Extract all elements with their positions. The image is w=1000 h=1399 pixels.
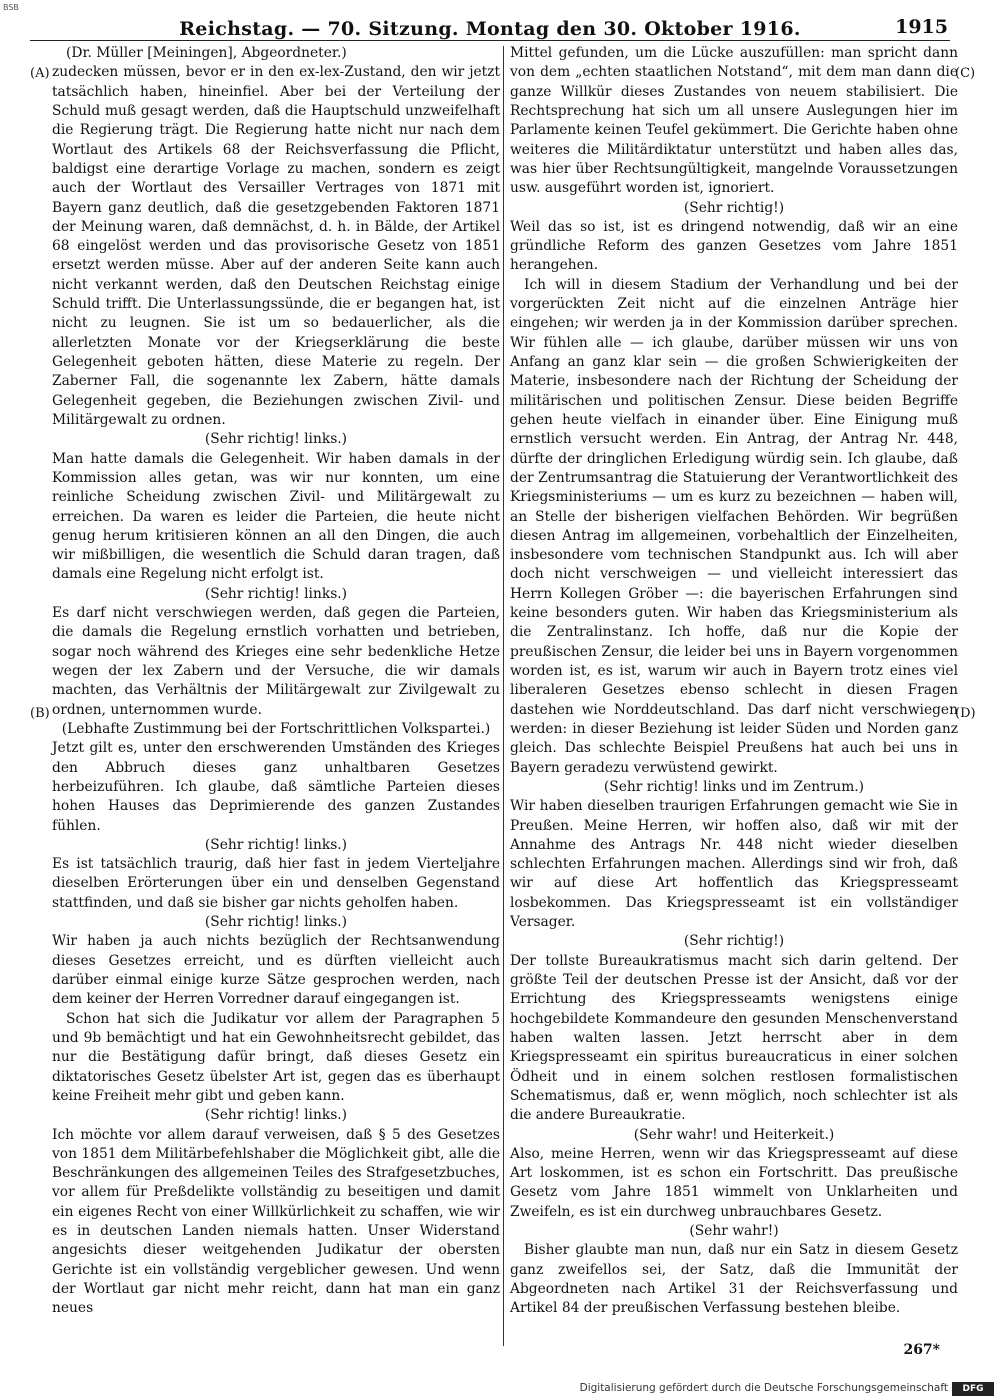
interjection: (Sehr richtig! links.) xyxy=(204,431,348,448)
margin-marker-d: (D) xyxy=(955,706,976,721)
speaker-note: (Dr. Müller [Meiningen], Abgeordneter.) xyxy=(66,45,347,61)
sheet-number: 267* xyxy=(903,1342,940,1358)
running-title: Reichstag. — 70. Sitzung. Montag den 30. Oktober 1916. xyxy=(179,18,801,40)
paragraph: Der tollste Bureaukratismus macht sich darin geltend. Der größte Teil der deutschen Presse ist der Ansicht, daß vor der Errichtung des Kriegspresseamts wenigstens einige hochgebildete Kommandeure den gesunden Menschenverstand haben walten lassen. Jetzt herrscht aber in dem Kriegspresseamt ein spiritus bureaucraticus in einer solchen Ödheit und in einem solchen restlosen formalistischen Schematismus, daß er, wenn möglich, noch schlechter ist als die andere Bureaukratie. xyxy=(510,952,958,1124)
paragraph: Weil das so ist, ist es dringend notwendig, daß wir an eine gründliche Reform des ganzen Gesetzes vom Jahre 1851 herangehen. xyxy=(510,218,958,274)
paragraph: Schon hat sich die Judikatur vor allem der Paragraphen 5 und 9b bemächtigt und hat ein Gewohnheitsrecht gebildet, das nur die Bestätigung dafür bringt, daß dieses Gesetz ein diktatorisches Gesetz übelster Art ist, gegen das es überhaupt keine Freiheit mehr gibt und geben kann. xyxy=(52,1010,500,1104)
left-column xyxy=(52,44,500,1319)
paragraph: Wir haben ja auch nichts bezüglich der Rechtsanwendung dieses Gesetzes erreicht, und es dürften vielleicht auch darüber einmal einige kurze Sätze gesprochen werden, nach dem keiner der Herren Vorredner darauf eingegangen ist. xyxy=(52,933,500,1008)
margin-marker-c: (C) xyxy=(955,66,976,81)
interjection: (Sehr richtig! links und im Zentrum.) xyxy=(603,778,865,795)
interjection: (Sehr richtig! links.) xyxy=(204,914,348,931)
funding-credit: Digitalisierung gefördert durch die Deutsche Forschungsgemeinschaft xyxy=(579,1382,948,1394)
interjection: (Sehr wahr!) xyxy=(689,1223,779,1240)
right-column xyxy=(510,44,958,1319)
paragraph: Bisher glaubte man nun, daß nur ein Satz in diesem Gesetz ganz zweifellos sei, der Satz, daß die Immunität der Abgeordneten nach Artikel 31 der Reichsverfassung und Artikel 84 der preußischen Verfassung bestehen bleibe. xyxy=(510,1242,958,1317)
interjection: (Sehr richtig! links.) xyxy=(204,836,348,853)
library-stamp: BSB xyxy=(3,3,19,12)
margin-marker-b: (B) xyxy=(30,706,50,721)
paragraph: Ich möchte vor allem darauf verweisen, daß § 5 des Gesetzes von 1851 dem Militärbefehlshaber die Möglichkeit gibt, alle die Beschränkungen des allgemeinen Teiles des Strafgesetzbuches, vor allem für Preßdelikte vollständig zu beseitigen und damit ein eigenes Recht von einer Willkürlichkeit zu schaffen, wie wir es in deutschen Landen niemals hatten. Unser Widerstand angesichts dieser weitgehenden Judikatur der obersten Gerichte ist ein vollständig vergeblicher gewesen. Und wenn der Wortlaut gar nicht mehr reicht, dann hat man ein ganz neues xyxy=(52,1126,500,1317)
interjection: (Sehr richtig!) xyxy=(683,199,785,216)
dfg-logo: DFG xyxy=(952,1382,994,1396)
paragraph: Es darf nicht verschwiegen werden, daß gegen die Parteien, die damals die Regelung ernstlich vorhatten und betrieben, sogar noch während des Krieges eine sehr bedenkliche Hetze wegen der lex Zabern und der Versuche, die wir damals machten, das Verhältnis der Militärgewalt zur Zivilgewalt zu ordnen, unternommen wurde. xyxy=(52,605,500,718)
interjection: (Sehr richtig! links.) xyxy=(204,585,348,602)
paragraph: Wir haben dieselben traurigen Erfahrungen gemacht wie Sie in Preußen. Meine Herren, wir hoffen also, daß wir mit der Annahme des Antrags Nr. 448 nicht wieder dieselben schlechten Erfahrungen machen. Allerdings sind wir froh, daß wir auf diese Art hoffentlich das Kriegspresseamt losbekommen. Das Kriegspresseamt ist ein vollständiger Versager. xyxy=(510,798,958,931)
paragraph: Man hatte damals die Gelegenheit. Wir haben damals in der Kommission alles getan, was wir nur konnten, um eine reinliche Scheidung zwischen Zivil- und Militärgewalt zu erreichen. Da waren es leider die Parteien, die heute nicht genug herum kritisieren können an all den Dingen, die auch wir mißbilligen, die wesentlich die Schuld daran tragen, daß damals eine Regelung nicht erfolgt ist. xyxy=(52,450,500,583)
paragraph: zudecken müssen, bevor er in den ex-lex-Zustand, den wir jetzt tatsächlich haben, hineinfiel. Aber bei der Verteilung der Schuld muß gesagt werden, daß die Hauptschuld unzweifelhaft die Regierung trägt. Die Regierung hatte nicht nur nach dem Wortlaut des Artikels 68 der Reichsverfassung die Pflicht, baldigst eine derartige Vorlage zu machen, sondern es zeigt auch der Wortlaut des Versailler Vertrages von 1871 mit Bayern ganz deutlich, daß die gesetzgebenden Faktoren 1871 der Meinung waren, daß demnächst, d. h. in Bälde, der Artikel 68 eingelöst werden und das provisorische Gesetz von 1851 ersetzt werden müsse. Aber auf der anderen Seite kann auch nicht verkannt werden, daß den Deutschen Reichstag einige Schuld trifft. Die Unterlassungssünde, die er begangen hat, ist nicht zu leugnen. Sie ist um so bedauerlicher, als die allerletzten Monate vor der Kriegserklärung die beste Gelegenheit geboten hätten, diese Materie zu regeln. Der Zaberner Fall, die sogenannte lex Zabern, hätte damals Gelegenheit gegeben, die Beziehungen zwischen Zivil- und Militärgewalt zu ordnen. xyxy=(52,64,500,428)
paragraph: Ich will in diesem Stadium der Verhandlung und bei der vorgerückten Zeit nicht auf die einzelnen Anträge hier eingehen; wir werden ja in der Kommission darüber sprechen. Wir fühlen alle — ich glaube, darüber müssen wir uns von Anfang an ganz klar sein — die großen Schwierigkeiten der Materie, insbesondere nach der Richtung der Scheidung der militärischen und politischen Zensur. Diese beiden Begriffe gehen heute vielfach in einander über. Eine Einigung muß ernstlich versucht werden. Ein Antrag, der Antrag Nr. 448, dürfte der dringlichen Erledigung würdig sein. Ich glaube, daß der Zentrumsantrag die Statuierung der Verantwortlichkeit des Kriegsministeriums — um es kurz zu bezeichnen — haben will, an Stelle der bisherigen vielfachen Behörden. Wir begrüßen diesen Antrag im allgemeinen, vorbehaltlich der Einzelheiten, insbesondere vom technischen Standpunkt aus. Ich will aber doch nicht verschweigen — und vielleicht interessiert das Herrn Kollegen Gröber —: die bayerischen Erfahrungen sind keine besonders guten. Wir haben das Kriegsministerium als die Zentralinstanz. Ich hoffe, daß nur die Kopie der preußischen Zensur, die leider bei uns in Bayern vorgenommen worden ist, es ist, warum wir auch in Bayern trotz eines viel liberaleren Gesetzes ebenso schlecht in diesen Fragen dastehen wie Norddeutschland. Das darf nicht verschwiegen werden: in dieser Beziehung ist leider Süden und Norden ganz gleich. Das schlechte Beispiel Preußens hat auch bei uns in Bayern geradezu verwüstend gewirkt. xyxy=(510,276,958,776)
column-divider xyxy=(503,46,504,1346)
interjection: (Sehr wahr! und Heiterkeit.) xyxy=(633,1126,835,1143)
paragraph: Also, meine Herren, wenn wir das Kriegspresseamt auf diese Art loskommen, ist es schon ein Fortschritt. Das preußische Gesetz vom Jahre 1851 wimmelt von Unklarheiten und Zweifeln, es ist ein durchweg unbrauchbares Gesetz. xyxy=(510,1145,958,1220)
interjection: (Sehr richtig!) xyxy=(683,933,785,950)
paragraph: Mittel gefunden, um die Lücke auszufüllen: man spricht dann von dem „echten staatlichen Notstand“, mit dem man dann die ganze Willkür dieses Zustandes von neuem stabilisiert. Die Rechtsprechung hat sich um all unsere Auslegungen hier im Parlamente keinen Teufel gekümmert. Die Gerichte haben ohne weiteres die Militärdiktatur unterstützt und haben alles das, was hier über Rechtsungültigkeit, mangelnde Voraussetzungen usw. ausgeführt worden ist, ignoriert. xyxy=(510,45,958,197)
margin-marker-a: (A) xyxy=(30,66,50,81)
interjection: (Lebhafte Zustimmung bei der Fortschrittlichen Volkspartei.) xyxy=(61,720,491,737)
paragraph: Es ist tatsächlich traurig, daß hier fast in jedem Vierteljahre dieselben Erörterungen über ein und denselben Gegenstand stattfinden, und daß sie bisher gar nichts geholfen haben. xyxy=(52,856,500,911)
digitization-footer xyxy=(0,1377,1000,1399)
page-header xyxy=(30,16,950,41)
page-number: 1915 xyxy=(895,16,948,38)
interjection: (Sehr richtig! links.) xyxy=(204,1107,348,1124)
paragraph: Jetzt gilt es, unter den erschwerenden Umständen des Krieges den Abbruch dieses ganz unhaltbaren Gesetzes herbeizuführen. Ich glaube, daß sämtliche Parteien dieses hohen Hauses das Deprimierende des ganzen Zustandes fühlen. xyxy=(52,740,500,834)
